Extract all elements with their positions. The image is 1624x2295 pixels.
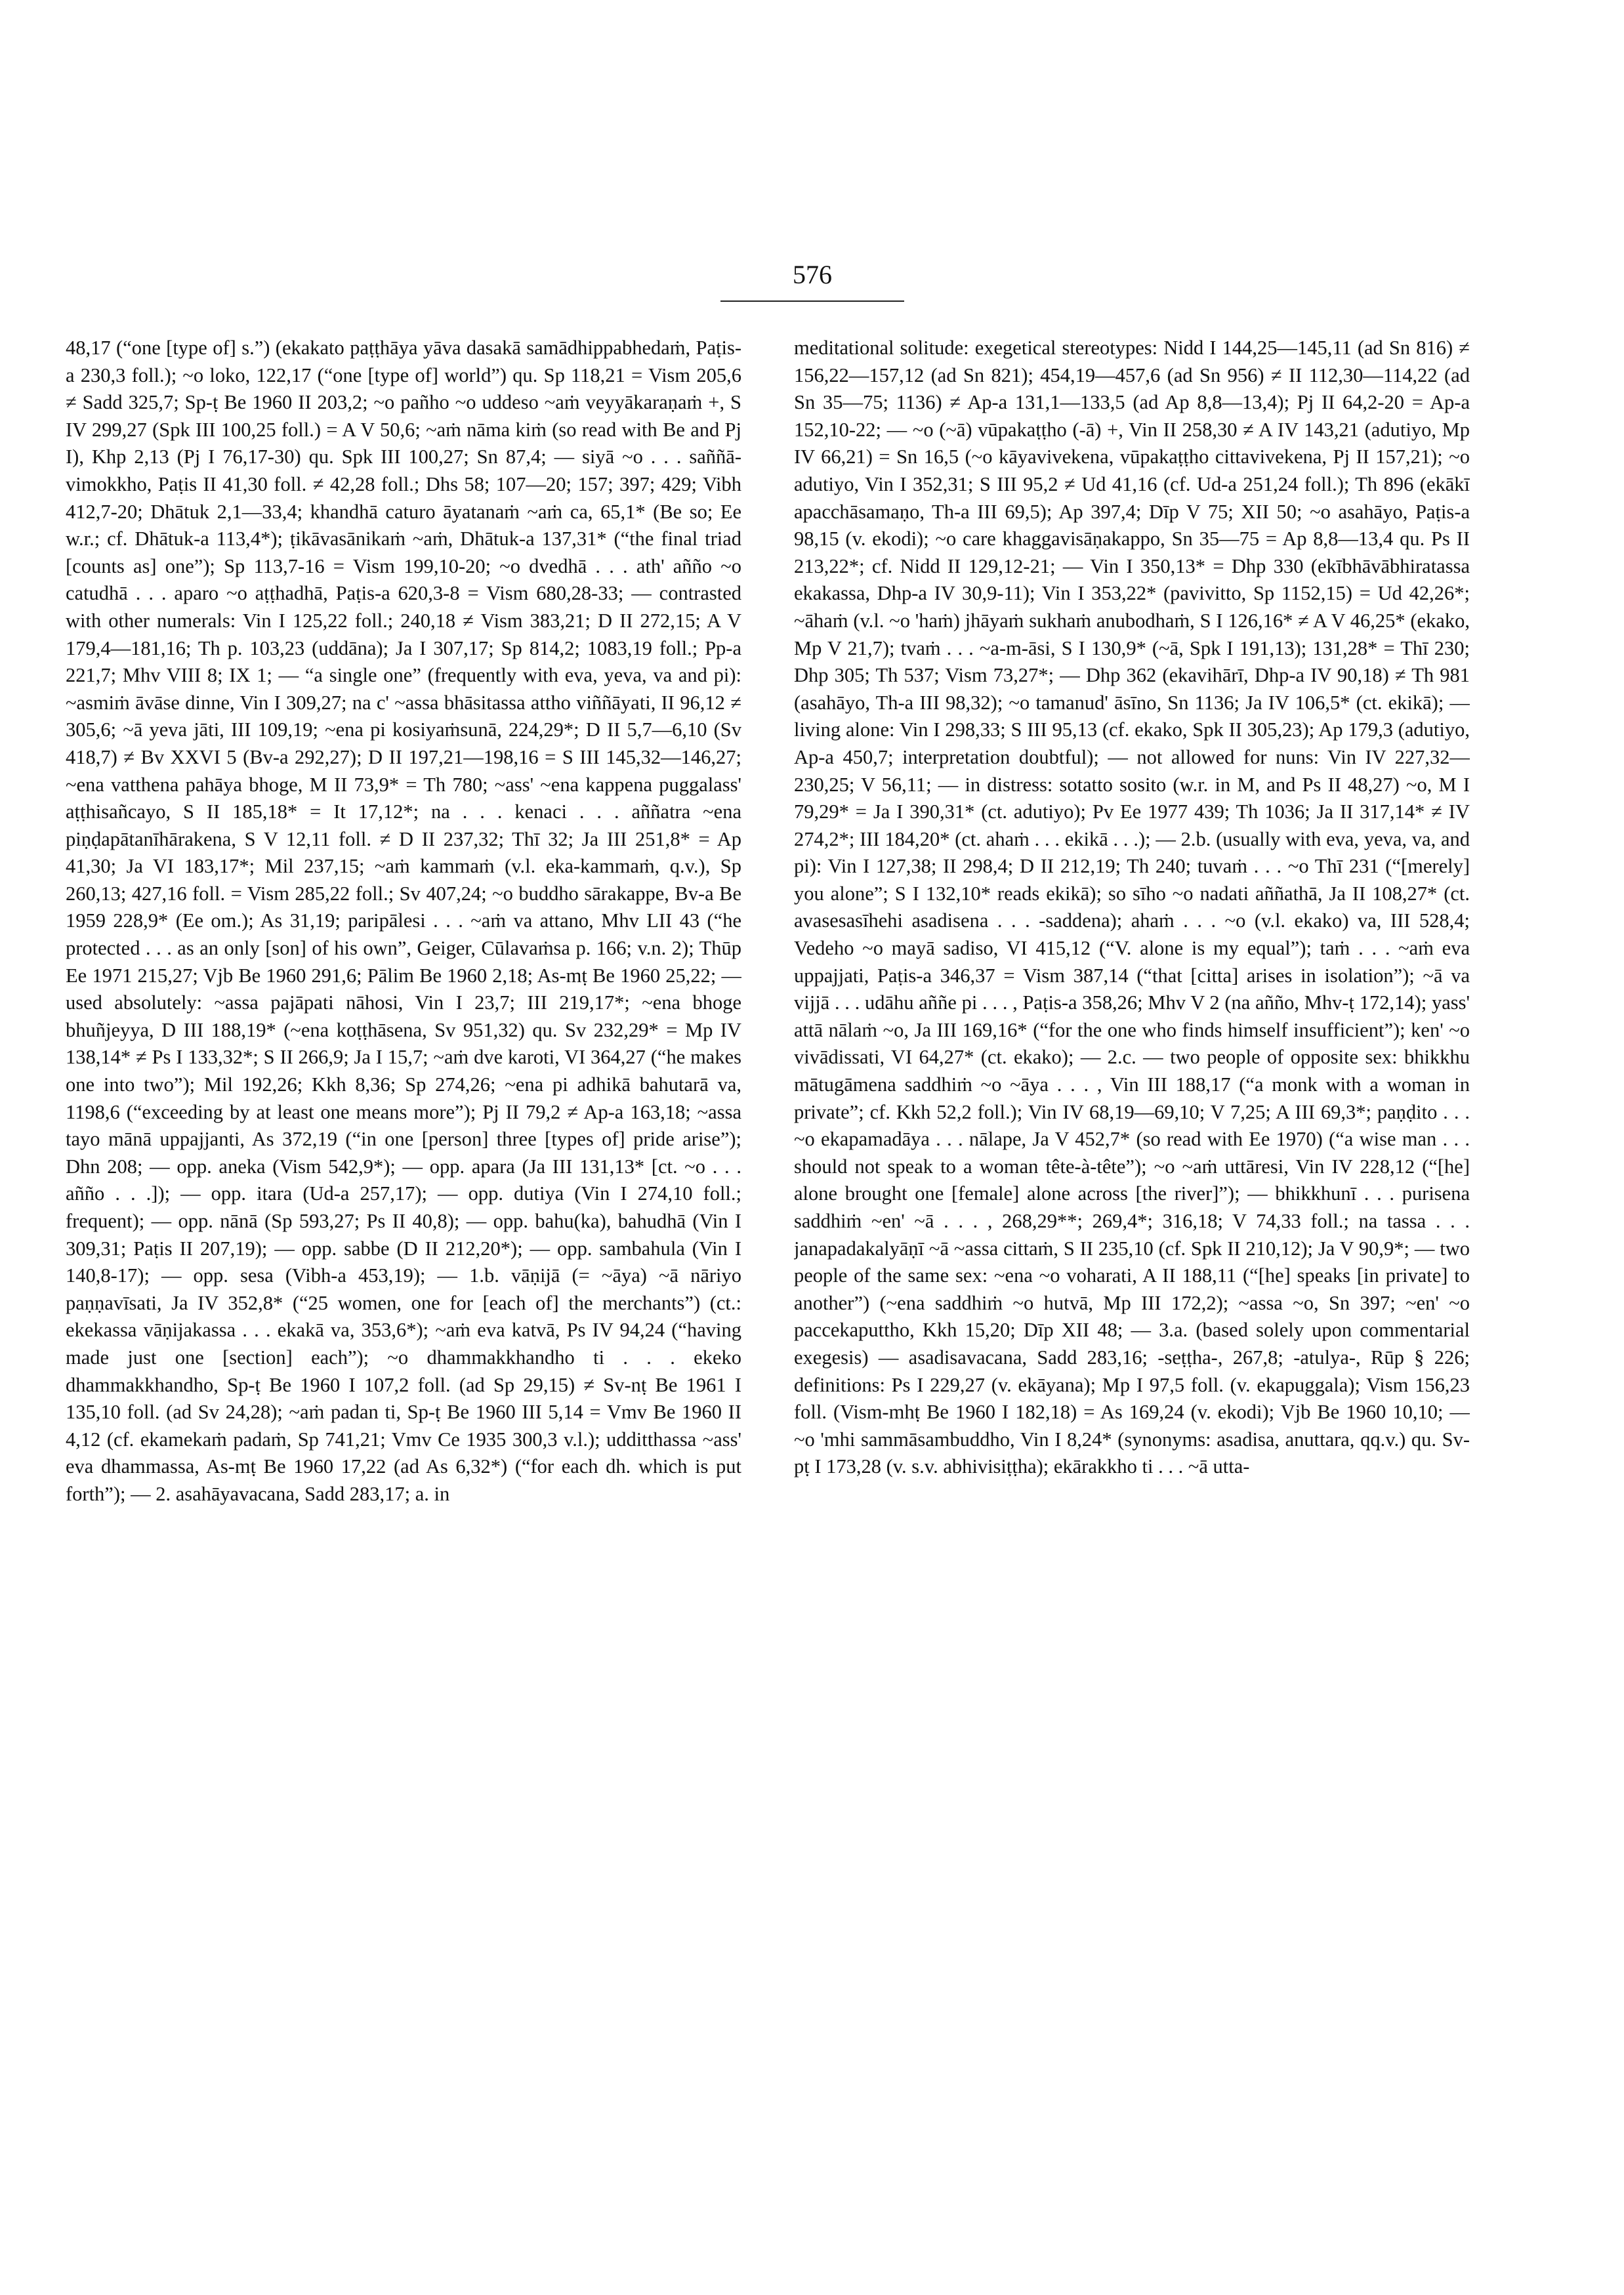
left-column-text: 48,17 (“one [type of] s.”) (ekakato paṭṭhāya yāva dasakā samādhippabhedaṁ, Paṭis-a 230,3 foll.); ~o loko, 122,17 (“one [type of] world”) qu. Sp 118,21 = Vism 205,6 ≠ Sadd 325,7; Sp-ṭ Be 1960 II 203,2; ~o pañho ~o uddeso ~aṁ veyyākaraṇaṁ +, S IV 299,27 (Spk III 100,25 foll.) = A V 50,6; ~aṁ nāma kiṁ (so read with Be and Pj I), Khp 2,13 (Pj I 76,17-30) qu. Spk III 100,27; Sn 87,4; — siyā ~o . . . saññā-vimokkho, Paṭis II 41,30 foll. ≠ 42,28 foll.; Dhs 58; 107—20; 157; 397; 429; Vibh 412,7-20; Dhātuk 2,1—33,4; khandhā caturo āyatanaṁ ~aṁ ca, 65,1* (Be so; Ee w.r.; cf. Dhātuk-a 113,4*); ṭikāvasānikaṁ ~aṁ, Dhātuk-a 137,31* (“the final triad [counts as] one”); Sp 113,7-16 = Vism 199,10-20; ~o dvedhā . . . ath' añño ~o catudhā . . . aparo ~o aṭṭhadhā, Paṭis-a 620,3-8 = Vism 680,28-33; — contrasted with other numerals: Vin I 125,22 foll.; 240,18 ≠ Vism 383,21; D II 272,15; A V 179,4—181,16; Th p. 103,23 (uddāna); Ja I 307,17; Sp 814,2; 1083,19 foll.; Pp-a 221,7; Mhv VIII 8; IX 1; — “a single one” (frequently with eva, yeva, va and pi): ~asmiṁ āvāse dinne, Vin I 309,27; na c' ~assa bhāsitassa attho viññāyati, II 96,12 ≠ 305,6; ~ā yeva jāti, III 109,19; ~ena pi kosiyaṁsunā, 224,29*; D II 5,7—6,10 (Sv 418,7) ≠ Bv XXVI 5 (Bv-a 292,27); D II 197,21—198,16 = S III 145,32—146,27; ~ena vatthena pahāya bhoge, M II 73,9* = Th 780; ~ass' ~ena kappena puggalass' aṭṭhisañcayo, S II 185,18* = It 17,12*; na . . . kenaci . . . aññatra ~ena piṇḍapātanīhārakena, S V 12,11 foll. ≠ D II 237,32; Thī 32; Ja III 251,8* = Ap 41,30; Ja VI 183,17*; Mil 237,15; ~aṁ kammaṁ (v.l. eka-kammaṁ, q.v.), Sp 260,13; 427,16 foll. = Vism 285,22 foll.; Sv 407,24; ~o buddho sārakappe, Bv-a Be 1959 228,9* (Ee om.); As 31,19; paripālesi . . . ~aṁ va attano, Mhv LII 43 (“he protected . . . as an only [son] of his own”, Geiger, Cūlavaṁsa p. 166; v.n. 2); Thūp Ee 1971 215,27; Vjb Be 1960 291,6; Pālim Be 1960 2,18; As-mṭ Be 1960 25,22; — used absolutely: ~assa pajāpati nāhosi, Vin I 23,7; III 219,17*; ~ena bhoge bhuñjeyya, D III 188,19* (~ena koṭṭhāsena, Sv 951,32) qu. Sv 232,29* = Mp IV 138,14* ≠ Ps I 133,32*; S II 266,9; Ja I 15,7; ~aṁ dve karoti, VI 364,27 (“he makes one into two”); Mil 192,26; Kkh 8,36; Sp 274,26; ~ena pi adhikā bahutarā va, 1198,6 (“exceeding by at least one means more”); Pj II 79,2 ≠ Ap-a 163,18; ~assa tayo mānā uppajjanti, As 372,19 (“in one [person] three [types of] pride arise”); Dhn 208; — opp. aneka (Vism 542,9*); — opp. apara (Ja III 131,13* [ct. ~o . . . añño . . .]); — opp. itara (Ud-a 257,17); — opp. dutiya (Vin I 274,10 foll.; frequent); — opp. nānā (Sp 593,27; Ps II 40,8); — opp. bahu(ka), bahudhā (Vin I 309,31; Paṭis II 207,19); — opp. sabbe (D II 212,20*); — opp. sambahula (Vin I 140,8-17); — opp. sesa (Vibh-a 453,19); — 1.b. vāṇijā (= ~āya) ~ā nāriyo paṇṇavīsati, Ja IV 352,8* (“25 women, one for [each of] the merchants”) (ct.: ekekassa vāṇijakassa . . . ekakā va, 353,6*); ~aṁ eva katvā, Ps IV 94,24 (“having made just one [section] each”); ~o dhammakkhandho ti . . . ekeko dhammakkhandho, Sp-ṭ Be 1960 I 107,2 foll. (ad Sp 29,15) ≠ Sv-nṭ Be 1961 I 135,10 foll. (ad Sv 24,28); ~aṁ padan ti, Sp-ṭ Be 1960 III 5,14 = Vmv Be 1960 II 4,12 (cf. ekamekaṁ padaṁ, Sp 741,21; Vmv Ce 1935 300,3 v.l.); udditthassa ~ass' eva dhammassa, As-mṭ Be 1960 17,22 (ad As 6,32*) (“for each dh. which is put forth”); — 2. asahāyavacana, Sadd 283,17; a. in xyxy=(66,337,741,1505)
left-column xyxy=(66,335,741,2237)
right-column xyxy=(794,335,1470,2237)
page-number-rule xyxy=(720,300,904,302)
right-column-text: meditational solitude: exegetical stereotypes: Nidd I 144,25—145,11 (ad Sn 816) ≠ 156,22—157,12 (ad Sn 821); 454,19—457,6 (ad Sn 956) ≠ II 112,30—114,22 (ad Sn 35—75; 1136) ≠ Ap-a 131,1—133,5 (ad Ap 8,8—13,4); Pj II 64,2-20 = Ap-a 152,10-22; — ~o (~ā) vūpakaṭṭho (-ā) +, Vin II 258,30 ≠ A IV 143,21 (adutiyo, Mp IV 66,21) = Sn 16,5 (~o kāyavivekena, vūpakaṭṭho cittavivekena, Pj II 157,21); ~o adutiyo, Vin I 352,31; S III 95,2 ≠ Ud 41,16 (cf. Ud-a 251,24 foll.); Th 896 (ekākī apacchāsamaṇo, Th-a III 69,5); Ap 397,4; Dīp V 75; XII 50; ~o asahāyo, Paṭis-a 98,15 (v. ekodi); ~o care khaggavisāṇakappo, Sn 35—75 = Ap 8,8—13,4 qu. Ps II 213,22*; cf. Nidd II 129,12-21; — Vin I 350,13* = Dhp 330 (ekībhāvābhiratassa ekakassa, Dhp-a IV 30,9-11); Vin I 353,22* (pavivitto, Sp 1152,15) = Ud 42,26*; ~āhaṁ (v.l. ~o 'haṁ) jhāyaṁ sukhaṁ anubodhaṁ, S I 126,16* ≠ A V 46,25* (ekako, Mp V 21,7); tvaṁ . . . ~a-m-āsi, S I 130,9* (~ā, Spk I 191,13); 131,28* = Thī 230; Dhp 305; Th 537; Vism 73,27*; — Dhp 362 (ekavihārī, Dhp-a IV 90,18) ≠ Th 981 (asahāyo, Th-a III 98,32); ~o tamanud' āsīno, Sn 1136; Ja IV 106,5* (ct. ekikā); — living alone: Vin I 298,33; S III 95,13 (cf. ekako, Spk II 305,23); Ap 179,3 (adutiyo, Ap-a 450,7; interpretation doubtful); — not allowed for nuns: Vin IV 227,32—230,25; V 56,11; — in distress: sotatto sosito (w.r. in M, and Ps II 48,27) ~o, M I 79,29* = Ja I 390,31* (ct. adutiyo); Pv Ee 1977 439; Th 1036; Ja II 317,14* ≠ IV 274,2*; III 184,20* (ct. ahaṁ . . . ekikā . . .); — 2.b. (usually with eva, yeva, va, and pi): Vin I 127,38; II 298,4; D II 212,19; Th 240; tuvaṁ . . . ~o Thī 231 (“[merely] you alone”; S I 132,10* reads ekikā); so sīho ~o nadati aññathā, Ja II 108,27* (ct. avasesasīhehi asadisena . . . -saddena); ahaṁ . . . ~o (v.l. ekako) va, III 528,4; Vedeho ~o mayā sadiso, VI 415,12 (“V. alone is my equal”); taṁ . . . ~aṁ eva uppajjati, Paṭis-a 346,37 = Vism 387,14 (“that [citta] arises in isolation”); ~ā va vijjā . . . udāhu aññe pi . . . , Paṭis-a 358,26; Mhv V 2 (na añño, Mhv-ṭ 172,14); yass' attā nālaṁ ~o, Ja III 169,16* (“for the one who finds himself insufficient”); ken' ~o vivādissati, VI 64,27* (ct. ekako); — 2.c. — two people of opposite sex: bhikkhu mātugāmena saddhiṁ ~o ~āya . . . , Vin III 188,17 (“a monk with a woman in private”; cf. Kkh 52,2 foll.); Vin IV 68,19—69,10; V 7,25; A III 69,3*; paṇḍito . . . ~o ekapamadāya . . . nālape, Ja V 452,7* (so read with Ee 1970) (“a wise man . . . should not speak to a woman tête-à-tête”); ~o ~aṁ uttāresi, Vin IV 228,12 (“[he] alone brought one [female] alone across [the river]”); — bhikkhunī . . . purisena saddhiṁ ~en' ~ā . . . , 268,29**; 269,4*; 316,18; V 74,33 foll.; na tassa . . . janapadakalyāṇī ~ā ~assa cittaṁ, S II 235,10 (cf. Spk II 210,12); Ja V 90,9*; — two people of the same sex: ~ena ~o voharati, A II 188,11 (“[he] speaks [in private] to another”) (~ena saddhiṁ ~o hutvā, Mp III 172,2); ~assa ~o, Sn 397; ~en' ~o paccekaputtho, Kkh 15,20; Dīp XII 48; — 3.a. (based solely upon commentarial exegesis) — asadisavacana, Sadd 283,16; -seṭṭha-, 267,8; -atulya-, Rūp § 226; definitions: Ps I 229,27 (v. ekāyana); Mp I 97,5 foll. (v. ekapuggala); Vism 156,23 foll. (Vism-mhṭ Be 1960 I 182,18) = As 169,24 (v. ekodi); Vjb Be 1960 10,10; — ~o 'mhi sammāsambuddho, Vin I 8,24* (synonyms: asadisa, anuttara, qq.v.) qu. Sv-pṭ I 173,28 (v. s.v. abhivisiṭṭha); ekārakkho ti . . . ~ā utta- xyxy=(794,337,1470,1478)
page-number: 576 xyxy=(793,260,832,289)
